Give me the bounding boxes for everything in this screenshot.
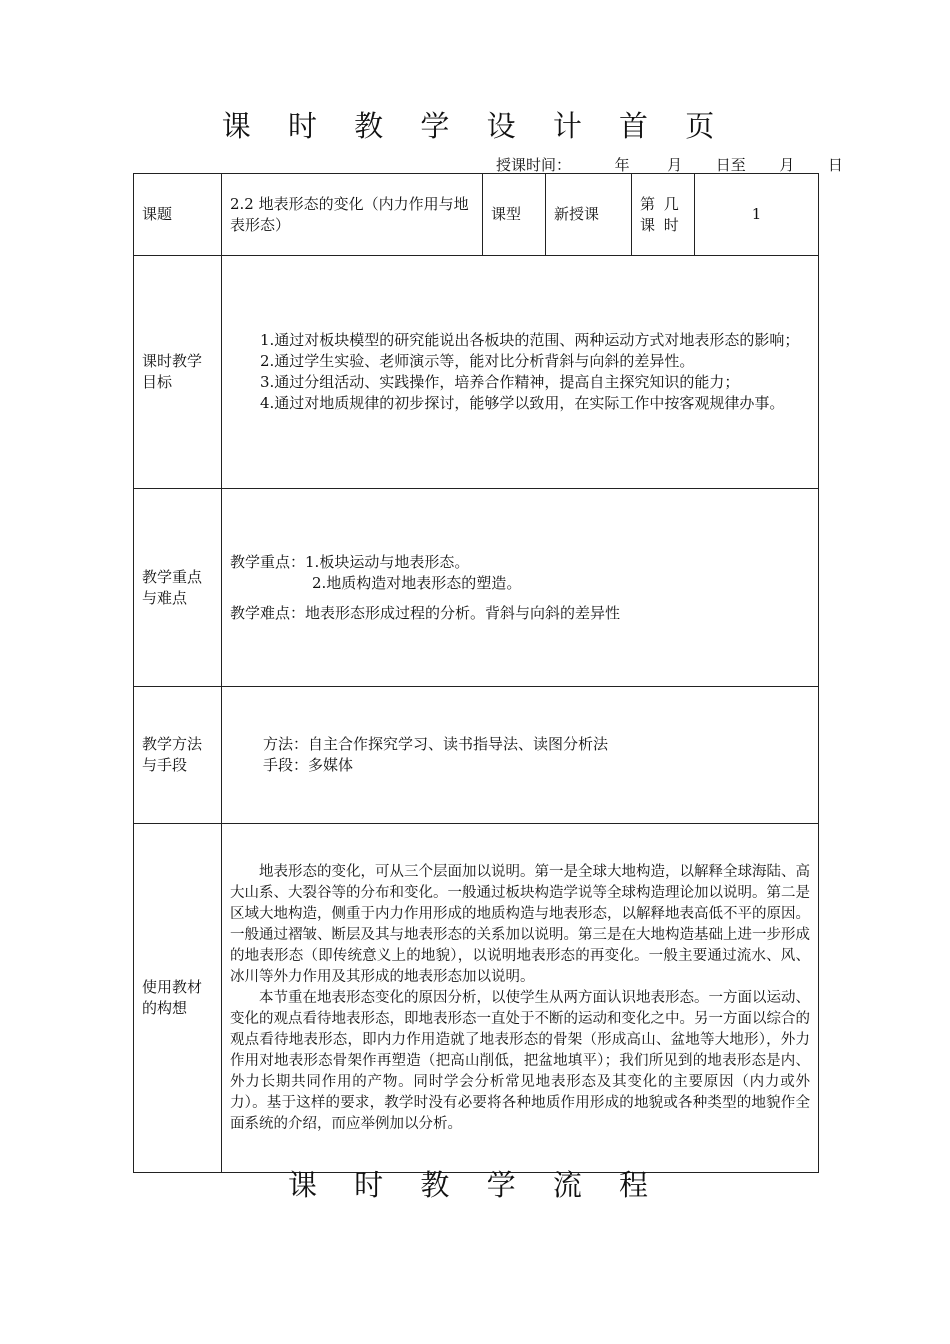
day-label: 日 <box>827 156 843 174</box>
objectives-content <box>222 256 819 489</box>
flow-title: 课 时 教 学 流 程 <box>287 1168 663 1202</box>
methods-content <box>222 687 819 824</box>
day-to-label: 日至 <box>715 156 746 174</box>
info-row <box>134 174 819 256</box>
type-label: 课型 <box>483 174 546 256</box>
type-value: 新授课 <box>546 174 632 256</box>
objectives-row <box>134 256 819 489</box>
month-label: 月 <box>667 156 683 174</box>
difficulty-text: 地表形态形成过程的分析。背斜与向斜的差异性 <box>305 603 621 622</box>
focus-label: 教学重点： <box>230 552 306 571</box>
method-text: 方法：自主合作探究学习、读书指导法、读图分析法 <box>263 735 609 753</box>
period-label: 第 几课 时 <box>632 174 695 256</box>
textbook-para-2: 本节重在地表形态变化的原因分析，以使学生从两方面认识地表形态。一方面以运动、变化的观点看待地表形态，即地表形态一直处于不断的运动和变化之中。另一方面以综合的观点看待地表形态，即内力作用造就了地表形态的骨架（形成高山、盆地等大地形），外力作用对地表形态骨架作再塑造（把高山削低，把盆地填平）；我们所见到的地表形态是内、外力长期共同作用的产物。同时学会分析常见地表形态及其变化的主要原因（内力或外力）。基于这样的要求，教学时没有必要将各种地质作用形成的地貌或各种类型的地貌作全面系统的介绍，而应举例加以分析。 <box>230 989 810 1132</box>
topic-value: 2.2 地表形态的变化（内力作用与地表形态） <box>222 174 483 256</box>
lesson-time-line <box>496 154 843 175</box>
objective-item: 3.通过分组活动、实践操作，培养合作精神，提高自主探究知识的能力； <box>260 373 740 391</box>
focus-1: 1.板块运动与地表形态。 <box>305 552 470 571</box>
period-value: 1 <box>695 174 819 256</box>
time-label: 授课时间： <box>496 156 572 174</box>
means-text: 手段：多媒体 <box>263 756 354 774</box>
topic-label: 课题 <box>134 174 222 256</box>
key-points-label: 教学重点与难点 <box>134 489 222 687</box>
objective-item: 2.通过学生实验、老师演示等，能对比分析背斜与向斜的差异性。 <box>260 352 695 370</box>
lesson-plan-table <box>133 173 819 1173</box>
textbook-row <box>134 824 819 1173</box>
objectives-label: 课时教学目标 <box>134 256 222 489</box>
key-points-row <box>134 489 819 687</box>
textbook-content <box>222 824 819 1173</box>
year-label: 年 <box>614 156 630 174</box>
focus-line <box>230 552 810 573</box>
objective-item: 1.通过对板块模型的研究能说出各板块的范围、两种运动方式对地表形态的影响； <box>260 331 800 349</box>
methods-label: 教学方法与手段 <box>134 687 222 824</box>
key-points-content <box>222 489 819 687</box>
month2-label: 月 <box>779 156 795 174</box>
textbook-para-1: 地表形态的变化，可从三个层面加以说明。第一是全球大地构造，以解释全球海陆、高大山系、大裂谷等的分布和变化。一般通过板块构造学说等全球构造理论加以说明。第二是区域大地构造，侧重于内力作用形成的地质构造与地表形态，以解释地表高低不平的原因。一般通过褶皱、断层及其与地表形态的关系加以说明。第三是在大地构造基础上进一步形成的地表形态（即传统意义上的地貌），以说明地表形态的再变化。一般主要通过流水、风、冰川等外力作用及其形成的地表形态加以说明。 <box>230 863 810 985</box>
objective-item: 4.通过对地质规律的初步探讨，能够学以致用，在实际工作中按客观规律办事。 <box>260 394 785 412</box>
difficulty-line <box>230 603 810 624</box>
textbook-label: 使用教材的构想 <box>134 824 222 1173</box>
page-title: 课 时 教 学 设 计 首 页 <box>221 109 729 143</box>
focus-2: 2.地质构造对地表形态的塑造。 <box>312 573 522 592</box>
methods-row <box>134 687 819 824</box>
difficulty-label: 教学难点： <box>230 603 306 622</box>
